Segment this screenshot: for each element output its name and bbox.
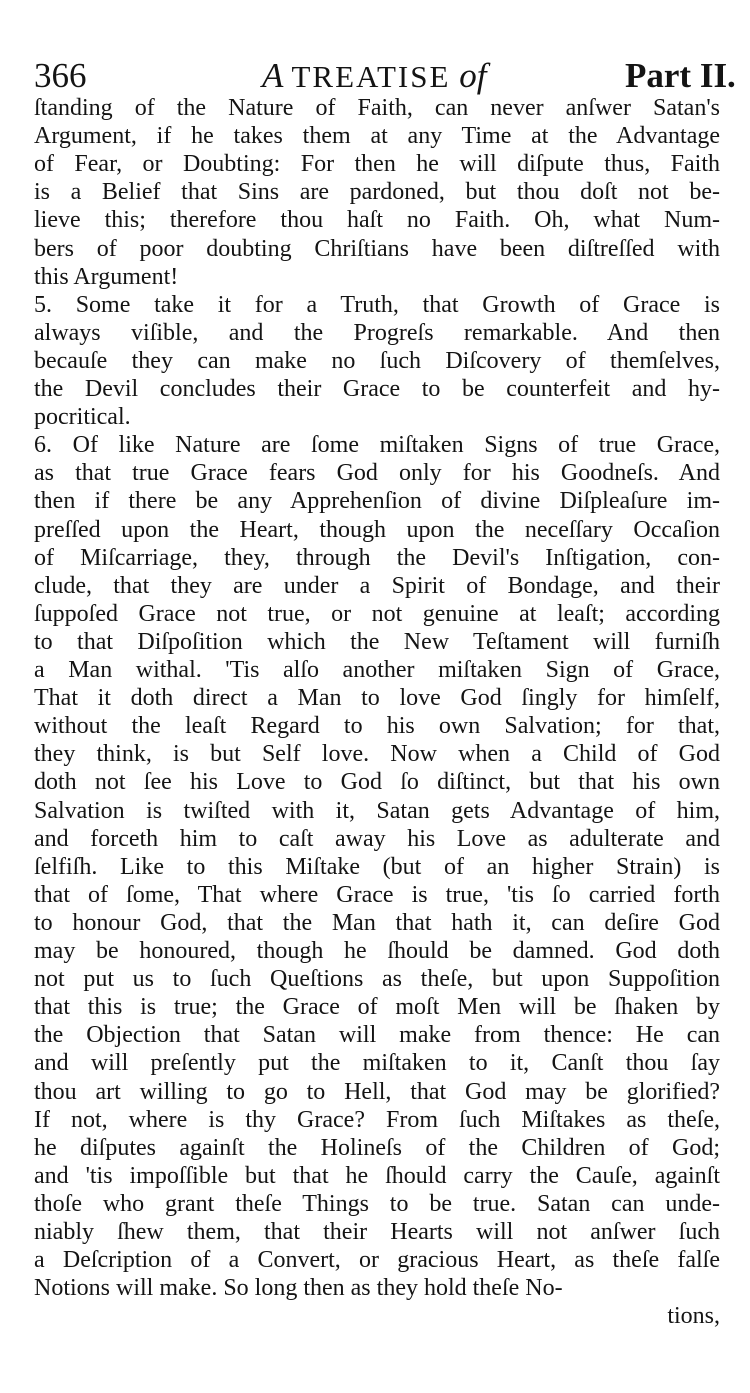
text-line: to honour God, that the Man that hath it, can deſire God (34, 909, 720, 936)
text-line: preſſed upon the Heart, though upon the neceſſary Occaſion (34, 516, 720, 543)
text-line: 5. Some take it for a Truth, that Growth of Grace is (34, 291, 720, 318)
text-line: not put us to ſuch Queſtions as theſe, but upon Suppoſition (34, 966, 720, 993)
text-line: If not, where is thy Grace? From ſuch Miſtakes as theſe, (34, 1106, 720, 1133)
text-line: doth not ſee his Love to God ſo diſtinct, but that his own (34, 769, 720, 796)
text-line: thoſe who grant theſe Things to be true. Satan can unde- (34, 1190, 720, 1217)
title-word: TREATISE (291, 59, 451, 94)
text-line: clude, that they are under a Spirit of Bondage, and their (34, 572, 720, 599)
text-line: Salvation is twiſted with it, Satan gets Advantage of him, (34, 797, 720, 824)
text-line: of Miſcarriage, they, through the Devil's Inſtigation, con- (34, 544, 720, 571)
text-line: may be honoured, though he ſhould be damned. God doth (34, 938, 720, 964)
text-line: they think, is but Self love. Now when a Child of God (34, 741, 720, 768)
page-number: 366 (34, 56, 87, 95)
text-line: and will preſently put the miſtaken to it, Canſt thou ſay (34, 1050, 720, 1077)
running-title (262, 56, 486, 97)
text-line: is a Belief that Sins are pardoned, but thou doſt not be- (34, 179, 720, 206)
text-line: the Devil concludes their Grace to be counterfeit and hy- (34, 376, 720, 402)
text-line: bers of poor doubting Chriſtians have been diſtreſſed with (34, 235, 720, 262)
text-line: That it doth direct a Man to love God ſingly for himſelf, (34, 685, 720, 712)
part-label: Part II. (625, 56, 736, 95)
text-line: 6. Of like Nature are ſome miſtaken Signs of true Grace, (34, 432, 720, 459)
text-line: ſtanding of the Nature of Faith, can never anſwer Satan's (34, 95, 720, 121)
text-line: and 'tis impoſſible but that he ſhould carry the Cauſe, againſt (34, 1162, 720, 1189)
text-line: ſuppoſed Grace not true, or not genuine at leaſt; according (34, 600, 720, 627)
text-line: then if there be any Apprehenſion of divine Diſpleaſure im- (34, 488, 720, 515)
text-line: without the leaſt Regard to his own Salvation; for that, (34, 713, 720, 740)
text-line: Notions will make. So long then as they hold theſe No- (34, 1275, 563, 1302)
text-line: niably ſhew them, that their Hearts will not anſwer ſuch (34, 1219, 720, 1245)
text-line: this Argument! (34, 263, 179, 290)
text-line: pocritical. (34, 404, 131, 431)
text-line: that of ſome, That where Grace is true, 'tis ſo carried forth (34, 881, 720, 908)
text-line: the Objection that Satan will make from thence: He can (34, 1022, 720, 1049)
text-line: ſelfiſh. Like to this Miſtake (but of an higher Strain) is (34, 853, 720, 880)
text-line: Argument, if he takes them at any Time at the Advantage (34, 123, 720, 150)
title-article: A (262, 56, 283, 95)
text-line: lieve this; therefore thou haſt no Faith. Oh, what Num- (34, 207, 720, 234)
catchword: tions, (667, 1303, 720, 1330)
text-line: as that true Grace fears God only for his Goodneſs. And (34, 460, 720, 487)
text-line: that this is true; the Grace of moſt Men will be ſhaken by (34, 994, 720, 1021)
text-line: becauſe they can make no ſuch Diſcovery of themſelves, (34, 347, 720, 374)
text-line: of Fear, or Doubting: For then he will diſpute thus, Faith (34, 151, 720, 178)
text-line: always viſible, and the Progreſs remarkable. And then (34, 319, 720, 346)
text-line: to that Diſpoſition which the New Teſtament will furniſh (34, 628, 720, 655)
text-line: a Deſcription of a Convert, or gracious Heart, as theſe falſe (34, 1247, 720, 1274)
text-line: he diſputes againſt the Holineſs of the Children of God; (34, 1134, 720, 1161)
text-line: a Man withal. 'Tis alſo another miſtaken Sign of Grace, (34, 657, 720, 683)
text-line: and forceth him to caſt away his Love as adulterate and (34, 825, 720, 852)
text-line: thou art willing to go to Hell, that God may be glorified? (34, 1078, 720, 1105)
title-of: of (459, 56, 487, 95)
